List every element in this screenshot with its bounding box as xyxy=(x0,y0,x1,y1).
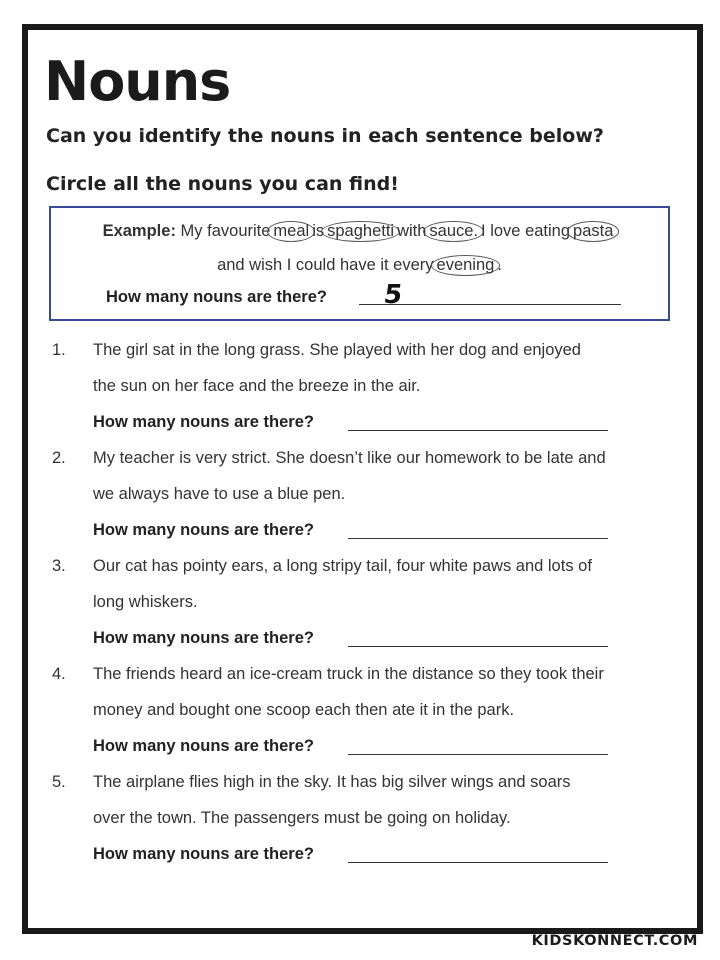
noun-count-question: How many nouns are there? xyxy=(93,737,314,755)
sentence-line-2: the sun on her face and the breeze in the air. xyxy=(93,377,421,395)
question-item xyxy=(0,341,720,441)
example-word: with xyxy=(397,222,427,240)
noun-count-question: How many nouns are there? xyxy=(93,629,314,647)
noun-count-question: How many nouns are there? xyxy=(93,521,314,539)
sentence-line-1: My teacher is very strict. She doesn’t like our homework to be late and xyxy=(93,449,606,467)
example-label: Example: xyxy=(102,222,176,240)
circled-noun: sauce. xyxy=(423,221,484,242)
question-number: 3. xyxy=(52,557,66,575)
sentence-line-2: over the town. The passengers must be going on holiday. xyxy=(93,809,511,827)
answer-line[interactable] xyxy=(348,430,608,431)
example-sentence-line-2 xyxy=(51,255,668,276)
circled-noun: spaghetti xyxy=(321,221,400,242)
worksheet-title: Nouns xyxy=(44,50,231,113)
question-number: 2. xyxy=(52,449,66,467)
circled-noun: meal xyxy=(267,221,315,242)
sentence-line-2: money and bought one scoop each then ate it in the park. xyxy=(93,701,515,719)
sentence-line-1: The girl sat in the long grass. She played with her dog and enjoyed xyxy=(93,341,581,359)
example-question: How many nouns are there? xyxy=(106,288,327,306)
example-word: is xyxy=(312,222,325,240)
question-number: 1. xyxy=(52,341,66,359)
example-word: My favourite xyxy=(180,222,271,240)
circled-noun: evening xyxy=(431,255,501,276)
answer-line[interactable] xyxy=(348,538,608,539)
question-number: 5. xyxy=(52,773,66,791)
answer-line[interactable] xyxy=(348,862,608,863)
question-number: 4. xyxy=(52,665,66,683)
question-item xyxy=(0,449,720,549)
example-word: . xyxy=(497,256,502,274)
noun-count-question: How many nouns are there? xyxy=(93,845,314,863)
instruction-circle: Circle all the nouns you can find! xyxy=(46,173,399,195)
circled-noun: pasta xyxy=(567,221,619,242)
example-sentence-line-1 xyxy=(51,221,668,242)
question-item xyxy=(0,665,720,765)
question-item xyxy=(0,773,720,873)
footer-brand: KIDSKONNECT.COM xyxy=(531,933,698,949)
sentence-line-2: we always have to use a blue pen. xyxy=(93,485,346,503)
sentence-line-2: long whiskers. xyxy=(93,593,198,611)
example-word: I love eating xyxy=(481,222,571,240)
question-item xyxy=(0,557,720,657)
noun-count-question: How many nouns are there? xyxy=(93,413,314,431)
sentence-line-1: The friends heard an ice-cream truck in the distance so they took their xyxy=(93,665,604,683)
example-box xyxy=(49,206,670,321)
answer-line[interactable] xyxy=(348,646,608,647)
answer-line[interactable] xyxy=(348,754,608,755)
example-word: and wish I could have it every xyxy=(217,256,434,274)
example-answer: 5 xyxy=(381,280,405,310)
sentence-line-1: The airplane flies high in the sky. It has big silver wings and soars xyxy=(93,773,571,791)
instruction-question: Can you identify the nouns in each sentence below? xyxy=(46,125,604,147)
sentence-line-1: Our cat has pointy ears, a long stripy tail, four white paws and lots of xyxy=(93,557,592,575)
